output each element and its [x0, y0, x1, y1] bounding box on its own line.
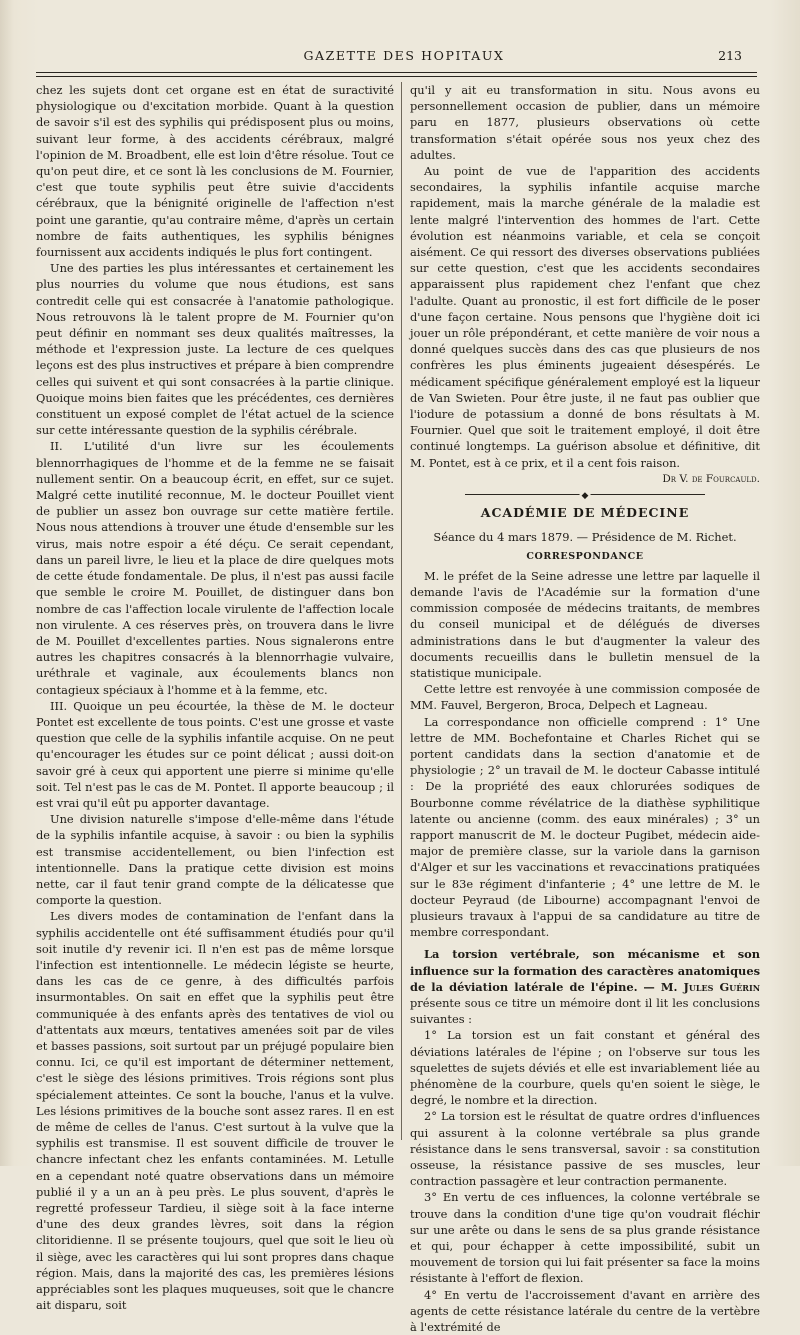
conclusion-item: 1° La torsion est un fait constant et général des déviations latérales de l'épine ; on l'observe sur tous les squelettes de sujets déviés et elle est invariablement liée au phénomène de la courbure, quels qu'en soient le siège, le degré, le nombre et la direction. [410, 1028, 760, 1108]
paragraph: La correspondance non officielle comprend : 1° Une lettre de MM. Bochefontaine et Charles Richet qui se portent candidats dans la section d'anatomie et de physiologie ; 2° un travail de M. le docteur Cabasse intitulé : De la propriété des eaux chlorurées sodiques de Bourbonne comme révélatrice de la diathèse syphilitique latente ou ancienne (comm. des eaux minérales) ; 3° un rapport manuscrit de M. le docteur Pugibet, médecin aide-major de première classe, sur la variole dans la garnison d'Alger et sur les vaccinations et revaccinations pratiquées sur le 83e régiment d'infanterie ; 4° une lettre de M. le docteur Peyraud (de Libourne) accompagnant l'envoi de plusieurs travaux à l'appui de sa candidature au titre de membre correspondant. [410, 714, 760, 940]
article-intro: présente sous ce titre un mémoire dont il lit les conclusions suivantes : [410, 995, 760, 1027]
paragraph [410, 946, 760, 1027]
right-column [410, 82, 760, 1335]
conclusion-item: 3° En vertu de ces influences, la colonne vertébrale se trouve dans la condition d'une tige qu'on voudrait fléchir sur une arête ou dans le sens de sa plus grande résistance et qui, pour échapper à cette impossibilité, subit un mouvement de torsion qui lui fait présenter sa face la moins résistante à l'effort de flexion. [410, 1190, 760, 1286]
paragraph: Une division naturelle s'impose d'elle-même dans l'étude de la syphilis infantile acquise, à savoir : ou bien la syphilis est transmise accidentellement, ou bien l'infection est intentionnelle. Dans la pratique cette division est moins nette, car il faut tenir grand compte de la délicatesse que comporte la question. [36, 812, 394, 908]
running-header [44, 44, 764, 68]
paragraph: Au point de vue de l'apparition des accidents secondaires, la syphilis infantile acquise marche rapidement, mais la marche générale de la maladie est lente malgré l'intervention des hommes de l'art. Cette évolution est néanmoins variable, et cela se conçoit aisément. Ce qui ressort des diverses observations publiées sur cette question, c'est que les accidents secondaires apparaissent plus rapidement chez l'enfant que chez l'adulte. Quant au pronostic, il est fort difficile de le poser d'une façon certaine. Nous pensons que l'hygiène doit ici jouer un rôle prépondérant, et cette manière de voir nous a donné quelques succès dans des cas que plusieurs de nos confrères les plus éminents jugeaient désespérés. Le médicament spécifique généralement employé est la liqueur de Van Swieten. Pour être juste, il ne faut pas oublier que l'iodure de potassium a donné de bons résultats à M. Fournier. Quel que soit le traitement employé, il doit être continué longtemps. La guérison absolue et définitive, dit M. Pontet, est à ce prix, et il a cent fois raison. [410, 164, 760, 470]
paragraph: II. L'utilité d'un livre sur les écoulements blennorrhagiques de l'homme et de la femme ne se faisait nullement sentir. On a beaucoup écrit, en effet, sur ce sujet. Malgré cette inutilité reconnue, M. le docteur Pouillet vient de publier un assez bon ouvrage sur cette matière fertile. Nous nous attendions à trouver une étude d'ensemble sur les virus, mais notre espoir a été déçu. Ce serait cependant, dans un pareil livre, le lieu et la place de dire quelques mots de cette étude fondamentale. De plus, il n'est pas aussi facile que semble le croire M. Pouillet, de distinguer dans bon nombre de cas l'affection locale virulente de l'affection locale non virulente. A ces réserves près, on trouvera dans le livre de M. Pouillet d'excellentes parties. Nous signalerons entre autres les chapitres consacrés à la blennorrhagie vulvaire, uréthrale et vaginale, aux écoulements blancs non contagieux spéciaux à l'homme et à la femme, etc. [36, 439, 394, 697]
subsection-heading: CORRESPONDANCE [526, 551, 644, 563]
header-rule-thick [36, 72, 757, 73]
column-divider [401, 82, 402, 1140]
header-rule-thin [36, 76, 757, 77]
section-heading: ACADÉMIE DE MÉDECINE [480, 505, 690, 521]
conclusion-item: 4° En vertu de l'accroissement d'avant en arrière des agents de cette résistance latérale du centre de la vertèbre à l'extrémité de [410, 1287, 760, 1335]
paragraph: III. Quoique un peu écourtée, la thèse de M. le docteur Pontet est excellente de tous points. C'est une grosse et vaste question que celle de la syphilis infantile acquise. On ne peut qu'encourager les études sur ce point délicat ; aussi doit-on savoir gré à ceux qui apportent une pierre si minime qu'elle soit. Tel n'est pas le cas de M. Pontet. Il apporte beaucoup ; il est vrai qu'il eût pu apporter davantage. [36, 698, 394, 810]
journal-title: GAZETTE DES HOPITAUX [303, 48, 505, 63]
session-line: Séance du 4 mars 1879. — Présidence de M. Richet. [433, 530, 737, 545]
paragraph: chez les sujets dont cet organe est en état de suractivité physiologique ou d'excitation morbide. Quant à la question de savoir s'il est des syphilis qui prédisposent plus ou moins, suivant leur forme, à des accidents cérébraux, malgré l'opinion de M. Broadbent, elle est loin d'être résolue. Tout ce qu'on peut dire, et ce sont là les conclusions de M. Fournier, c'est que toute syphilis peut être suivie d'accidents cérébraux, que la bénignité originelle de l'affection n'est point une garantie, qu'au contraire même, d'après un certain nombre de faits authentiques, les syphilis bénignes fournissent aux accidents indiqués le plus fort contingent. [36, 83, 394, 260]
page-number: 213 [718, 48, 742, 63]
conclusion-item: 2° La torsion est le résultat de quatre ordres d'influences qui assurent à la colonne vertébrale sa plus grande résistance dans le sens transversal, savoir : sa constitution osseuse, la résistance passive de ses muscles, leur contraction passagère et leur contraction permanente. [410, 1109, 760, 1189]
section-separator [465, 491, 705, 502]
paragraph: Une des parties les plus intéressantes et certainement les plus nourries du volume que nous étudions, est sans contredit celle qui est consacrée à l'anatomie pathologique. Nous retrouvons là le talent propre de M. Fournier qu'on peut définir en nommant ses deux qualités maîtresses, la méthode et l'expression juste. La lecture de ces quelques leçons est des plus instructives et prépare à bien comprendre celles qui suivent et qui sont consacrées à la partie clinique. Quoique moins bien faites que les précédentes, ces dernières constituent un exposé complet de l'état actuel de la science sur cette intéressante question de la syphilis cérébrale. [36, 261, 394, 438]
paragraph: Cette lettre est renvoyée à une commission composée de MM. Fauvel, Bergeron, Broca, Delpech et Lagneau. [410, 682, 760, 713]
article-heading: La torsion vertébrale, son mécanisme et son influence sur la formation des caractères anatomiques de la déviation latérale de l'épine. [410, 947, 760, 994]
left-column [36, 82, 394, 1313]
paragraph: M. le préfet de la Seine adresse une lettre par laquelle il demande l'avis de l'Académie sur la formation d'une commission composée de médecins traitants, de membres du conseil municipal et de délégués de diverses administrations dans le but d'augmenter la valeur des documents recueillis dans le bulletin mensuel de la statistique municipale. [410, 568, 760, 680]
separator-ornament: ◆ [580, 488, 591, 504]
paragraph: qu'il y ait eu transformation in situ. Nous avons eu personnellement occasion de publier, dans un mémoire paru en 1877, plusieurs observations où cette transformation s'était opérée sous nos yeux chez des adultes. [410, 83, 760, 162]
paragraph: Les divers modes de contamination de l'enfant dans la syphilis accidentelle ont été suffisamment étudiés pour qu'il soit inutile d'y revenir ici. Il n'en est pas de même lorsque l'infection est intentionnelle. Le médecin légiste se heurte, dans les cas de ce genre, à des difficultés parfois insurmontables. On sait en effet que la syphilis peut être communiquée à des enfants après des tentatives de viol ou d'attentats aux mœurs, tentatives amenées soit par de viles et basses passions, soit surtout par un préjugé populaire bien connu. Ici, ce qu'il est important de déterminer nettement, c'est le siège des lésions primitives. Trois régions sont plus spécialement atteintes. Ce sont la bouche, l'anus et la vulve. Les lésions primitives de la bouche sont assez rares. Il en est de même de celles de l'anus. C'est surtout à la vulve que la syphilis est transmise. Il est souvent difficile de trouver le chancre infectant chez les enfants contaminées. M. Letulle en a cependant noté quatre observations dans un mémoire publié il y a un an à peu près. Le plus souvent, d'après le regretté professeur Tardieu, il siège soit à la face interne d'une des deux grandes lèvres, soit dans la région clitoridienne. Il se présente toujours, quel que soit le lieu où il siège, avec les caractères qui lui sont propres dans chaque région. Mais, dans la majorité des cas, les premières lésions appréciables sont les plaques muqueuses, soit que le chancre ait disparu, soit [36, 909, 394, 1313]
author-signature: Dr V. de Fourcauld. [662, 472, 760, 485]
article-author: — M. Jules Guérin [643, 979, 761, 994]
